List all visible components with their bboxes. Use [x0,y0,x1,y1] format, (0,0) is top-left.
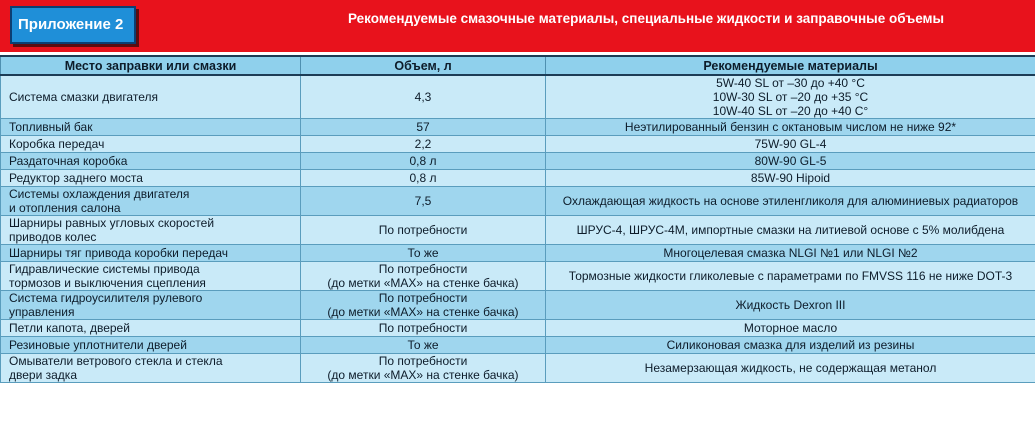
place-cell-line: Шарниры равных угловых скоростей [9,216,215,230]
column-header-volume: Объем, л [301,56,546,75]
materials-cell [546,245,1035,262]
materials-cell-line: Многоцелевая смазка NLGI №1 или NLGI №2 [663,246,918,260]
materials-cell-line: Моторное масло [743,321,838,335]
column-header-place: Место заправки или смазки [1,56,301,75]
table-row [1,216,1035,245]
place-cell [1,216,301,245]
place-cell [1,170,301,187]
volume-cell [301,320,546,337]
materials-cell-line: ШРУС-4, ШРУС-4М, импортные смазки на литиевой основе с 5% молибдена [576,223,1005,237]
place-cell [1,75,301,119]
volume-cell [301,170,546,187]
table-row [1,170,1035,187]
volume-cell-line: По потребности [378,321,468,335]
materials-cell [546,320,1035,337]
place-cell-line: Топливный бак [9,120,93,134]
materials-cell-line: 5W-40 SL от –30 до +40 °C [716,76,865,90]
column-header-materials: Рекомендуемые материалы [546,56,1035,75]
place-cell-line: тормозов и выключения сцепления [9,276,206,290]
materials-cell-line: Незамерзающая жидкость, не содержащая метанол [644,361,937,375]
table-row [1,337,1035,354]
volume-cell-line: (до метки «MAX» на стенке бачка) [327,305,519,319]
place-cell [1,119,301,136]
volume-cell-line: По потребности [378,291,468,305]
materials-cell [546,354,1035,383]
header-bar [0,0,1035,52]
volume-cell [301,245,546,262]
volume-cell-line: 57 [416,120,430,134]
materials-cell [546,216,1035,245]
volume-cell-line: 7,5 [414,194,432,208]
place-cell-line: Система смазки двигателя [9,90,158,104]
place-cell [1,291,301,320]
appendix-tab: Приложение 2 [10,6,136,44]
place-cell-line: Гидравлические системы привода [9,262,200,276]
place-cell-line: Шарниры тяг привода коробки передач [9,246,229,260]
table-row [1,245,1035,262]
place-cell [1,136,301,153]
materials-cell-line: 75W-90 GL-4 [754,137,827,151]
materials-cell [546,291,1035,320]
place-cell [1,354,301,383]
place-cell-line: управления [9,305,75,319]
place-cell-line: и отопления салона [9,201,121,215]
table-row [1,320,1035,337]
place-cell-line: Системы охлаждения двигателя [9,187,190,201]
volume-cell-line: 4,3 [414,90,432,104]
materials-cell-line: 10W-30 SL от –20 до +35 °C [712,90,869,104]
place-cell [1,187,301,216]
place-cell [1,153,301,170]
place-cell-line: Петли капота, дверей [9,321,130,335]
table-row [1,75,1035,119]
lubricants-table [0,55,1035,383]
volume-cell [301,354,546,383]
volume-cell-line: По потребности [378,354,468,368]
table-row [1,262,1035,291]
volume-cell-line: По потребности [378,223,468,237]
materials-cell [546,119,1035,136]
place-cell [1,320,301,337]
place-cell [1,262,301,291]
volume-cell [301,337,546,354]
volume-cell-line: (до метки «MAX» на стенке бачка) [327,276,519,290]
materials-cell-line: 80W-90 GL-5 [754,154,827,168]
page-title: Рекомендуемые смазочные материалы, специальные жидкости и заправочные объемы [348,11,945,26]
materials-cell [546,170,1035,187]
table-row [1,119,1035,136]
place-cell [1,337,301,354]
table-row [1,291,1035,320]
place-cell-line: приводов колес [9,230,97,244]
materials-cell-line: Силиконовая смазка для изделий из резины [666,338,915,352]
table-row [1,136,1035,153]
volume-cell [301,136,546,153]
materials-cell-line: Охлаждающая жидкость на основе этиленгликоля для алюминиевых радиаторов [562,194,1019,208]
place-cell-line: Редуктор заднего моста [9,171,143,185]
place-cell-line: Коробка передач [9,137,105,151]
table-row [1,354,1035,383]
volume-cell-line: По потребности [378,262,468,276]
volume-cell-line: 0,8 л [409,154,437,168]
place-cell [1,245,301,262]
place-cell-line: Резиновые уплотнители дверей [9,338,187,352]
volume-cell [301,119,546,136]
materials-cell [546,337,1035,354]
volume-cell [301,187,546,216]
materials-cell-line: Неэтилированный бензин с октановым числом не ниже 92* [624,120,957,134]
volume-cell [301,216,546,245]
materials-cell-line: Жидкость Dexron III [735,298,846,312]
place-cell-line: двери задка [9,368,77,382]
volume-cell-line: 0,8 л [409,171,437,185]
place-cell-line: Омыватели ветрового стекла и стекла [9,354,223,368]
volume-cell-line: (до метки «MAX» на стенке бачка) [327,368,519,382]
table-row [1,187,1035,216]
volume-cell [301,291,546,320]
materials-cell [546,136,1035,153]
volume-cell-line: То же [407,338,439,352]
materials-cell-line: 10W-40 SL от –20 до +40 C° [712,104,869,118]
volume-cell [301,262,546,291]
materials-cell [546,75,1035,119]
materials-cell-line: Тормозные жидкости гликолевые с параметрами по FMVSS 116 не ниже DOT-3 [568,269,1013,283]
volume-cell [301,75,546,119]
volume-cell-line: То же [407,246,439,260]
place-cell-line: Система гидроусилителя рулевого [9,291,203,305]
table-header-row [1,56,1035,75]
materials-cell-line: 85W-90 Hipoid [750,171,831,185]
volume-cell-line: 2,2 [414,137,432,151]
materials-cell [546,187,1035,216]
materials-cell [546,262,1035,291]
volume-cell [301,153,546,170]
table-row [1,153,1035,170]
materials-cell [546,153,1035,170]
place-cell-line: Раздаточная коробка [9,154,128,168]
